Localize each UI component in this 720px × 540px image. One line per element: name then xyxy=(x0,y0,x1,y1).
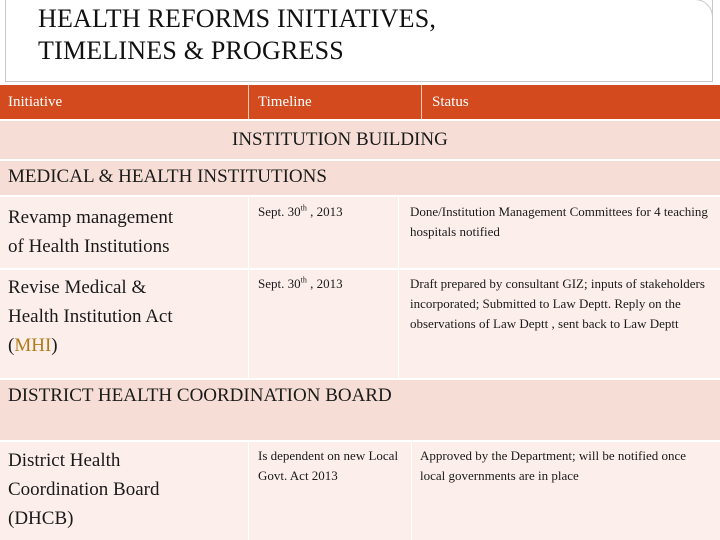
column-divider xyxy=(248,270,249,378)
row-timeline: Is dependent on new Local Govt. Act 2013 xyxy=(258,448,399,483)
section-institution-building xyxy=(0,121,720,159)
initiative-abbreviation: MHI xyxy=(14,335,52,356)
initiative-line: Coordination Board xyxy=(8,479,160,500)
header-status: Status xyxy=(432,94,469,110)
column-divider xyxy=(248,442,249,540)
column-divider xyxy=(398,197,399,268)
timeline-ordinal: th xyxy=(300,275,307,285)
timeline-year: , 2013 xyxy=(306,276,343,291)
page-title-line-2: TIMELINES & PROGRESS xyxy=(38,36,344,65)
row-status: Draft prepared by consultant GIZ; inputs of stakeholders incorporated; Submitted to Law Deptt. Reply on the observations of Law Deptt , sent back to Law Deptt xyxy=(410,276,705,331)
section-medical-health-label: MEDICAL & HEALTH INSTITUTIONS xyxy=(8,166,327,187)
header-divider xyxy=(421,85,422,119)
timeline-ordinal: th xyxy=(300,203,307,213)
initiative-line: (DHCB) xyxy=(8,508,74,529)
table-header xyxy=(0,85,720,119)
table-row xyxy=(0,442,720,540)
section-district-health-label: DISTRICT HEALTH COORDINATION BOARD xyxy=(8,385,392,406)
row-initiative xyxy=(8,203,243,261)
timeline-date: Sept. 30 xyxy=(258,204,301,219)
initiative-line: Revise Medical & xyxy=(8,277,147,298)
table-row xyxy=(0,197,720,268)
initiative-line: Revamp management xyxy=(8,207,174,228)
header-divider xyxy=(248,85,249,119)
row-timeline xyxy=(258,274,403,294)
paren-close: ) xyxy=(51,335,58,356)
row-status: Approved by the Department; will be notified once local governments are in place xyxy=(420,448,687,483)
column-divider xyxy=(411,442,412,540)
row-status: Done/Institution Management Committees for 4 teaching hospitals notified xyxy=(410,204,708,239)
initiative-line: of Health Institutions xyxy=(8,236,170,257)
timeline-date: Sept. 30 xyxy=(258,276,301,291)
column-divider xyxy=(398,270,399,378)
page-title-line-1: HEALTH REFORMS INITIATIVES, xyxy=(38,4,437,33)
column-divider xyxy=(248,197,249,268)
table-row xyxy=(0,270,720,378)
initiative-line xyxy=(8,331,243,360)
section-medical-health xyxy=(0,161,720,195)
paren-open: ( xyxy=(8,335,15,356)
row-timeline xyxy=(258,202,403,222)
header-initiative: Initiative xyxy=(8,94,63,110)
header-timeline: Timeline xyxy=(258,94,312,110)
page-title xyxy=(38,3,436,67)
initiative-line: Health Institution Act xyxy=(8,306,173,327)
row-initiative xyxy=(8,273,243,360)
timeline-year: , 2013 xyxy=(306,204,343,219)
row-initiative xyxy=(8,446,243,533)
section-district-health xyxy=(0,380,720,440)
section-institution-building-label: INSTITUTION BUILDING xyxy=(232,129,448,150)
initiative-line: District Health xyxy=(8,450,121,471)
